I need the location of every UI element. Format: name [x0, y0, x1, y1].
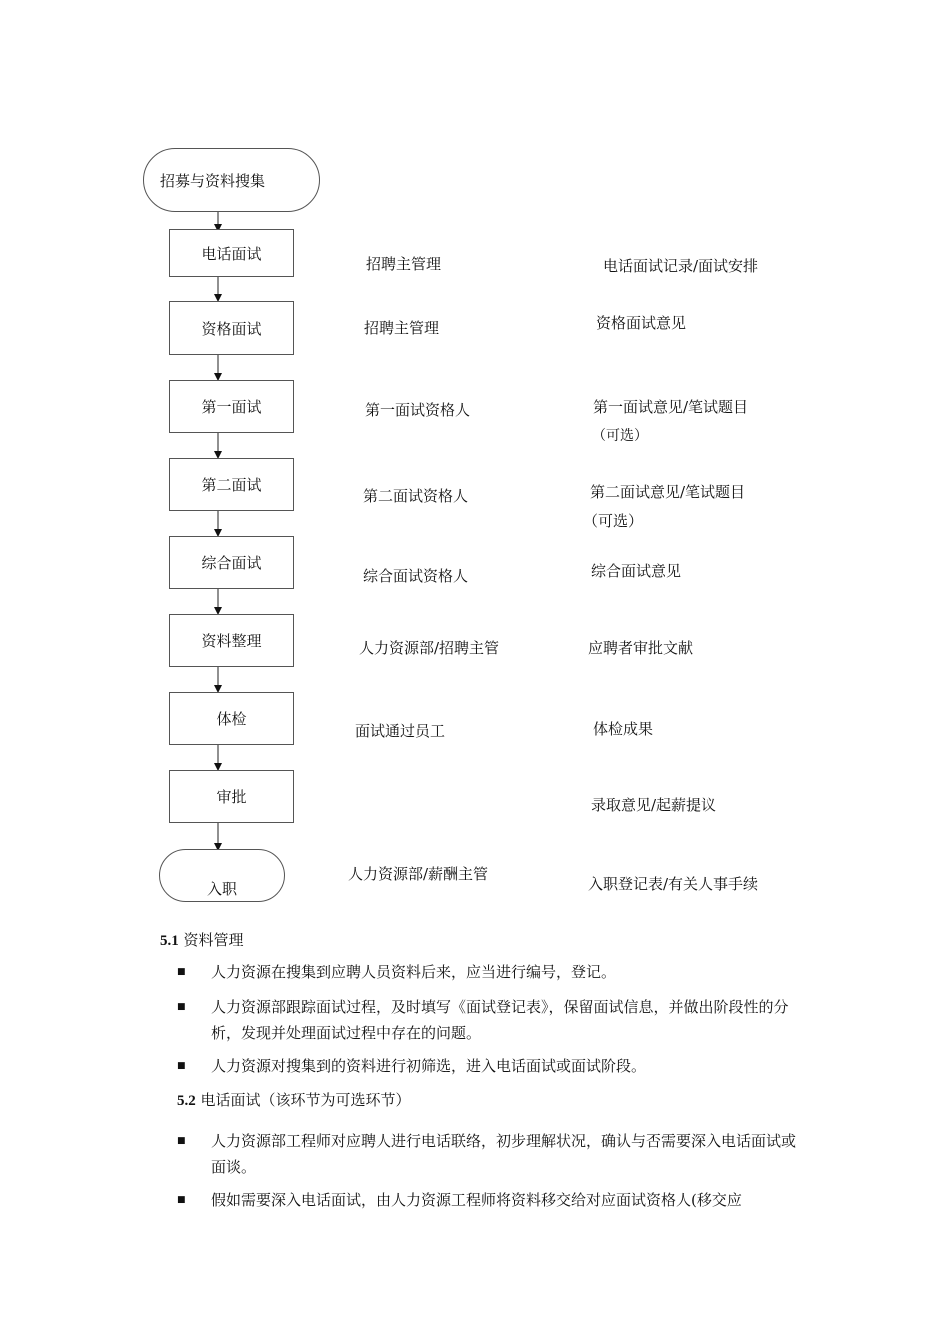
- flow-step-box: [169, 770, 294, 823]
- flow-step-label: 综合面试: [201, 554, 262, 572]
- flow-step-box: [169, 380, 294, 433]
- list-item-text: 人力资源部工程师对应聘人进行电话联络，初步理解状况，确认与否需要深入电话面试或面谈。: [211, 1132, 797, 1176]
- flow-step-box: [169, 229, 294, 277]
- step-owner: 第一面试资格人: [365, 401, 471, 419]
- list-item: [177, 1128, 801, 1180]
- step-doc: 录取意见/起薪提议: [591, 796, 717, 814]
- flow-end-label: 入职: [206, 880, 237, 898]
- step-owner: 综合面试资格人: [363, 567, 469, 585]
- list-item: [177, 1053, 811, 1079]
- step-doc: 综合面试意见: [591, 562, 682, 580]
- list-item-text: 假如需要深入电话面试，由人力资源工程师将资料移交给对应面试资格人(移交应: [211, 1191, 742, 1209]
- section-number: 5.1: [160, 933, 179, 949]
- bullet-marker: ■: [177, 1002, 186, 1012]
- step-owner: 面试通过员工: [355, 722, 446, 740]
- end-owner: 人力资源部/薪酬主管: [348, 865, 489, 883]
- flow-step-label: 资格面试: [201, 319, 262, 338]
- list-item: [177, 959, 811, 985]
- bullet-marker: ■: [177, 1061, 186, 1071]
- step-doc-note: （可选）: [592, 428, 648, 444]
- flow-step-label: 体检: [216, 710, 247, 728]
- bullet-marker: ■: [177, 1195, 186, 1205]
- flow-step-box: [169, 301, 294, 355]
- flow-step-box: [169, 614, 294, 667]
- flow-step-label: 第二面试: [201, 476, 262, 494]
- list-item: [177, 1187, 811, 1213]
- section-title: 电话面试（该环节为可选环节）: [200, 1091, 411, 1109]
- end-doc: 入职登记表/有关人事手续: [588, 875, 759, 893]
- flow-start-label: 招募与资料搜集: [160, 171, 266, 190]
- step-doc: 资格面试意见: [596, 314, 687, 332]
- flow-end-terminator: [159, 849, 285, 902]
- flow-step-label: 第一面试: [201, 398, 262, 416]
- step-doc: 第二面试意见/笔试题目: [590, 483, 746, 501]
- list-item: [177, 994, 801, 1046]
- step-owner: 招聘主管理: [364, 319, 440, 337]
- step-doc: 应聘者审批文献: [588, 639, 694, 657]
- flow-step-box: [169, 692, 294, 745]
- section-title: 资料管理: [183, 931, 244, 949]
- step-doc: 体检成果: [593, 720, 654, 738]
- step-owner: 第二面试资格人: [363, 487, 469, 505]
- section-number: 5.2: [177, 1093, 196, 1109]
- step-doc: 电话面试记录/面试安排: [603, 257, 759, 275]
- section-heading: [160, 929, 244, 950]
- list-item-text: 人力资源对搜集到的资料进行初筛选，进入电话面试或面试阶段。: [211, 1057, 647, 1075]
- flow-step-label: 资料整理: [201, 632, 262, 650]
- flow-start-terminator: [143, 148, 320, 212]
- list-item-text: 人力资源部跟踪面试过程，及时填写《面试登记表》，保留面试信息，并做出阶段性的分析，发现并处理面试过程中存在的问题。: [211, 998, 789, 1042]
- step-owner: 招聘主管理: [366, 255, 442, 273]
- bullet-marker: ■: [177, 1136, 186, 1146]
- section-heading: [177, 1089, 411, 1110]
- flow-step-box: [169, 536, 294, 589]
- list-item-text: 人力资源在搜集到应聘人员资料后来，应当进行编号，登记。: [211, 963, 617, 981]
- step-doc: 第一面试意见/笔试题目: [593, 398, 749, 416]
- flow-step-box: [169, 458, 294, 511]
- flow-step-label: 审批: [216, 788, 247, 806]
- step-owner: 人力资源部/招聘主管: [359, 639, 500, 657]
- flow-step-label: 电话面试: [201, 244, 262, 263]
- step-doc-note: （可选）: [583, 512, 644, 530]
- bullet-marker: ■: [177, 967, 186, 977]
